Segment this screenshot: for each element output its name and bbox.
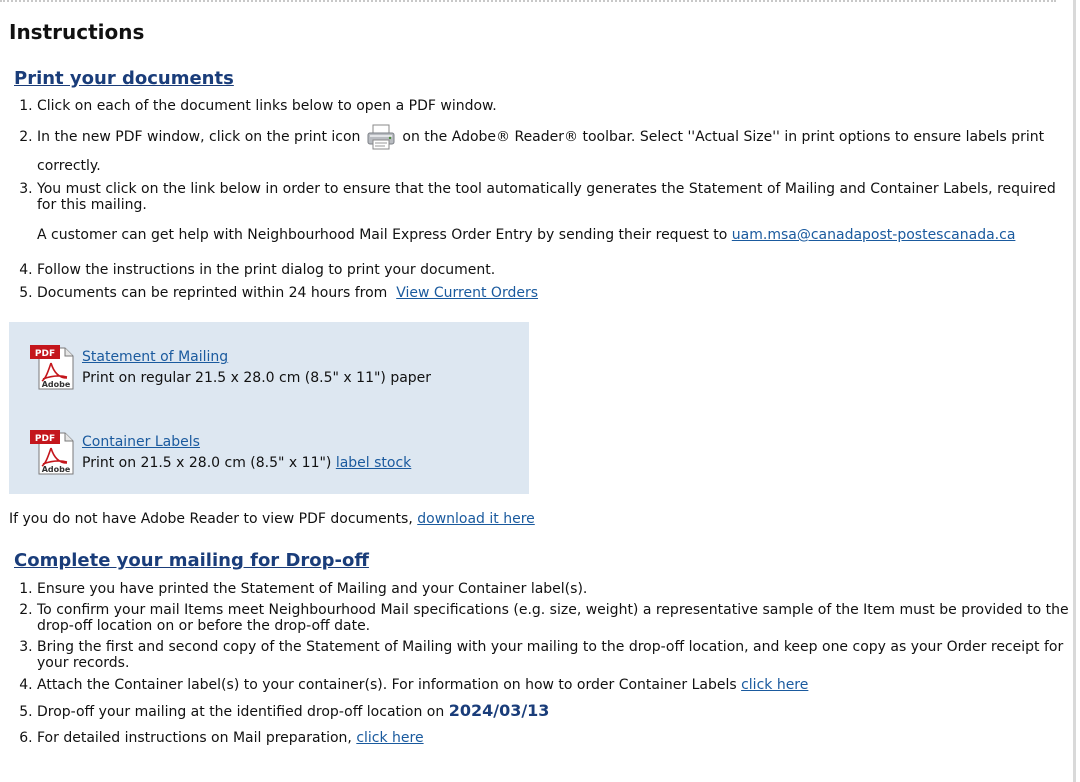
labels-description: Print on 21.5 x 28.0 cm (8.5" x 11") xyxy=(82,455,332,471)
dropoff-section-heading: Complete your mailing for Drop-off xyxy=(14,550,369,571)
svg-text:PDF: PDF xyxy=(34,349,56,359)
print-step-3: 3. You must click on the link below in order to ensure that the tool automatically generates the Statement of Mailing and Container Labels, required for this mailing. A customer can get help with Neighbourhood Mail Express Order Entry by sending their request to uam.msa@canadapost-postescanada.ca xyxy=(37,181,1071,243)
adobe-note: If you do not have Adobe Reader to view PDF documents, download it here xyxy=(9,511,535,527)
print-step-4: 4. Follow the instructions in the print dialog to print your document. xyxy=(37,262,1071,278)
dropoff-step-4: 4. Attach the Container label(s) to your container(s). For information on how to order Container Labels click here xyxy=(37,677,1071,693)
help-email-link[interactable]: uam.msa@canadapost-postescanada.ca xyxy=(731,227,1016,243)
dropoff-step-6: 6. For detailed instructions on Mail preparation, click here xyxy=(37,730,1071,746)
order-labels-link[interactable]: click here xyxy=(741,677,809,693)
svg-text:Adobe: Adobe xyxy=(41,380,71,389)
statement-text xyxy=(82,347,522,389)
dropoff-step-1: 1. Ensure you have printed the Statement of Mailing and your Container label(s). xyxy=(37,581,1071,597)
pdf-adobe-icon[interactable] xyxy=(29,428,77,476)
statement-of-mailing-link[interactable]: Statement of Mailing xyxy=(82,349,229,365)
page-title: Instructions xyxy=(9,20,145,44)
svg-text:Adobe: Adobe xyxy=(41,465,71,474)
documents-box xyxy=(9,322,529,494)
dropoff-step-5: 5. Drop-off your mailing at the identified drop-off location on 2024/03/13 xyxy=(37,703,1071,720)
dropoff-step-3: 3. Bring the first and second copy of the Statement of Mailing with your mailing to the drop-off location, and keep one copy as your Order receipt for your records. xyxy=(37,639,1071,671)
print-steps-list xyxy=(9,98,1071,301)
statement-description: Print on regular 21.5 x 28.0 cm (8.5" x 11") paper xyxy=(82,370,432,386)
print-step-5: 5. Documents can be reprinted within 24 hours from View Current Orders xyxy=(37,285,1071,301)
print-step-1: 1. Click on each of the document links below to open a PDF window. xyxy=(37,98,1071,114)
dropoff-step-2: 2. To confirm your mail Items meet Neighbourhood Mail specifications (e.g. size, weight) a representative sample of the Item must be provided to the drop-off location on or before the drop-off date. xyxy=(37,602,1071,634)
dropoff-date: 2024/03/13 xyxy=(448,701,550,720)
view-current-orders-link[interactable]: View Current Orders xyxy=(396,285,539,301)
dropoff-steps-list xyxy=(9,581,1071,746)
right-scroll-rule xyxy=(1073,0,1076,782)
pdf-adobe-icon[interactable] xyxy=(29,343,77,391)
svg-text:PDF: PDF xyxy=(34,434,56,444)
print-step-2: 2. In the new PDF window, click on the print icon on the Adobe® Reader® toolbar. Select ''Actual Size'' in print options to ensure labels print correctly. xyxy=(37,123,1071,181)
container-labels-link[interactable]: Container Labels xyxy=(82,434,200,450)
label-stock-link[interactable]: label stock xyxy=(335,455,412,471)
download-adobe-link[interactable]: download it here xyxy=(417,511,535,527)
mail-preparation-link[interactable]: click here xyxy=(356,730,424,746)
help-line: A customer can get help with Neighbourhood Mail Express Order Entry by sending their request to uam.msa@canadapost-postescanada.ca xyxy=(37,227,1016,243)
top-dotted-border xyxy=(0,0,1056,2)
labels-text xyxy=(82,432,522,474)
print-section-heading: Print your documents xyxy=(14,68,234,89)
printer-icon xyxy=(366,124,396,150)
